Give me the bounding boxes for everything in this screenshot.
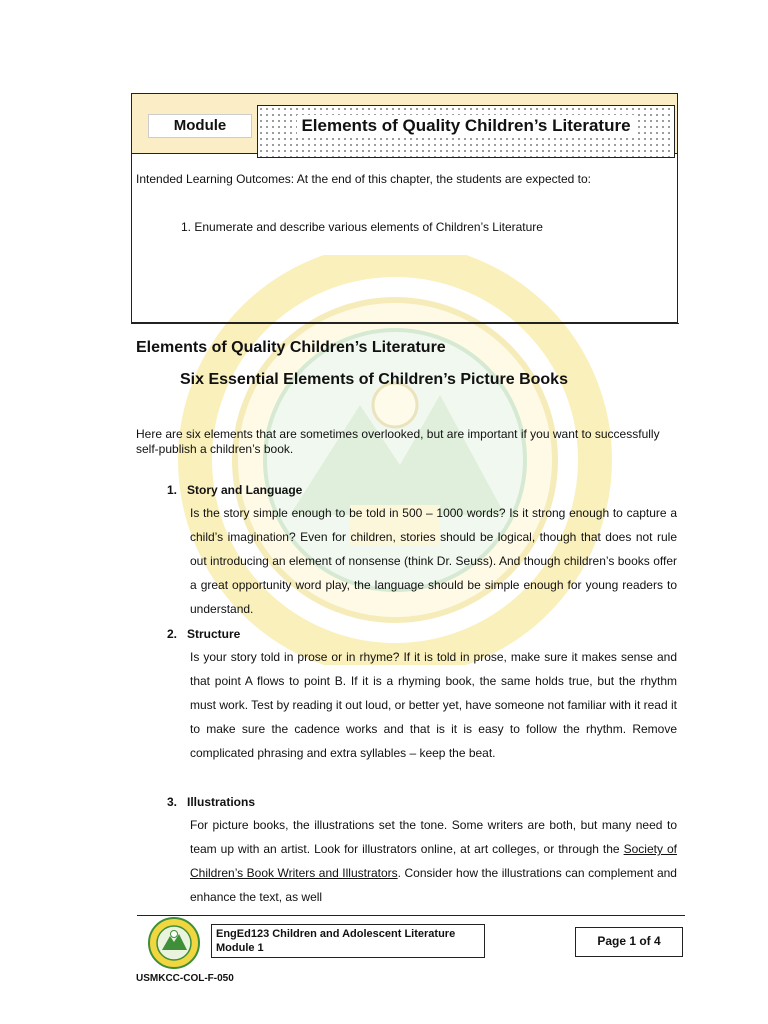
learning-outcomes-intro: Intended Learning Outcomes: At the end of this chapter, the students are expected to:: [136, 172, 591, 186]
page-heading: Elements of Quality Children’s Literature: [136, 339, 446, 356]
footer-divider: [137, 915, 685, 916]
university-seal-logo: [146, 916, 202, 970]
section-body: Is your story told in prose or in rhyme? If it is told in prose, make sure it makes sense and that point A flows to point B. If it is a rhyming book, the same holds true, but the rhythm must work. Test by reading it out loud, or better yet, have someone not familiar with it read it to make sure the cadence works and that is it is easy to follow the rhythm. Remove complicated phrasing and extra syllables – keep the beat.: [190, 650, 677, 760]
section-number: 2.: [167, 627, 178, 641]
section-title-text: Story and Language: [187, 483, 303, 497]
module-header-box: [131, 93, 678, 323]
section-title: [167, 483, 302, 497]
section-body: Is the story simple enough to be told in 500 – 1000 words? Is it strong enough to capture a child’s imagination? Even for children, stories should be logical, though that does not rule out introducing an element of nonsense (think Dr. Seuss). And though children’s books offer a great opportunity word play, the language should be simple enough for young readers to understand.: [190, 506, 677, 616]
section-body-text: . Consider how the illustrations can complement and enhance the text, as well: [190, 866, 677, 904]
page-indicator: Page 1 of 4: [575, 927, 683, 957]
section-title: [167, 795, 255, 809]
module-label: Module: [148, 114, 252, 138]
section-title: [167, 627, 240, 641]
course-module: Module 1: [216, 942, 264, 954]
document-code: USMKCC-COL-F-050: [136, 973, 234, 984]
module-title-box: [257, 105, 675, 158]
course-info-box: [211, 924, 485, 958]
section-divider: [131, 323, 679, 324]
section-title-text: Illustrations: [187, 795, 256, 809]
section-body: [190, 813, 677, 911]
page-subheading: Six Essential Elements of Children’s Picture Books: [180, 371, 568, 388]
section-body-text: For picture books, the illustrations set the tone. Some writers are both, but many need to team up with an artist. Look for illustrators online, at art colleges, or through the: [190, 818, 677, 856]
section-title-text: Structure: [187, 627, 241, 641]
scbwi-link[interactable]: Society of Children’s Book Writers and Illustrators: [190, 842, 677, 880]
section-number: 3.: [167, 795, 178, 809]
module-title: Elements of Quality Children’s Literature: [297, 115, 634, 137]
intro-paragraph: Here are six elements that are sometimes overlooked, but are important if you want to successfully self-publish a children’s book.: [136, 427, 660, 456]
section-number: 1.: [167, 483, 178, 497]
course-title: EngEd123 Children and Adolescent Literature: [216, 928, 456, 940]
learning-outcome-item: 1. Enumerate and describe various elements of Children’s Literature: [181, 220, 543, 234]
